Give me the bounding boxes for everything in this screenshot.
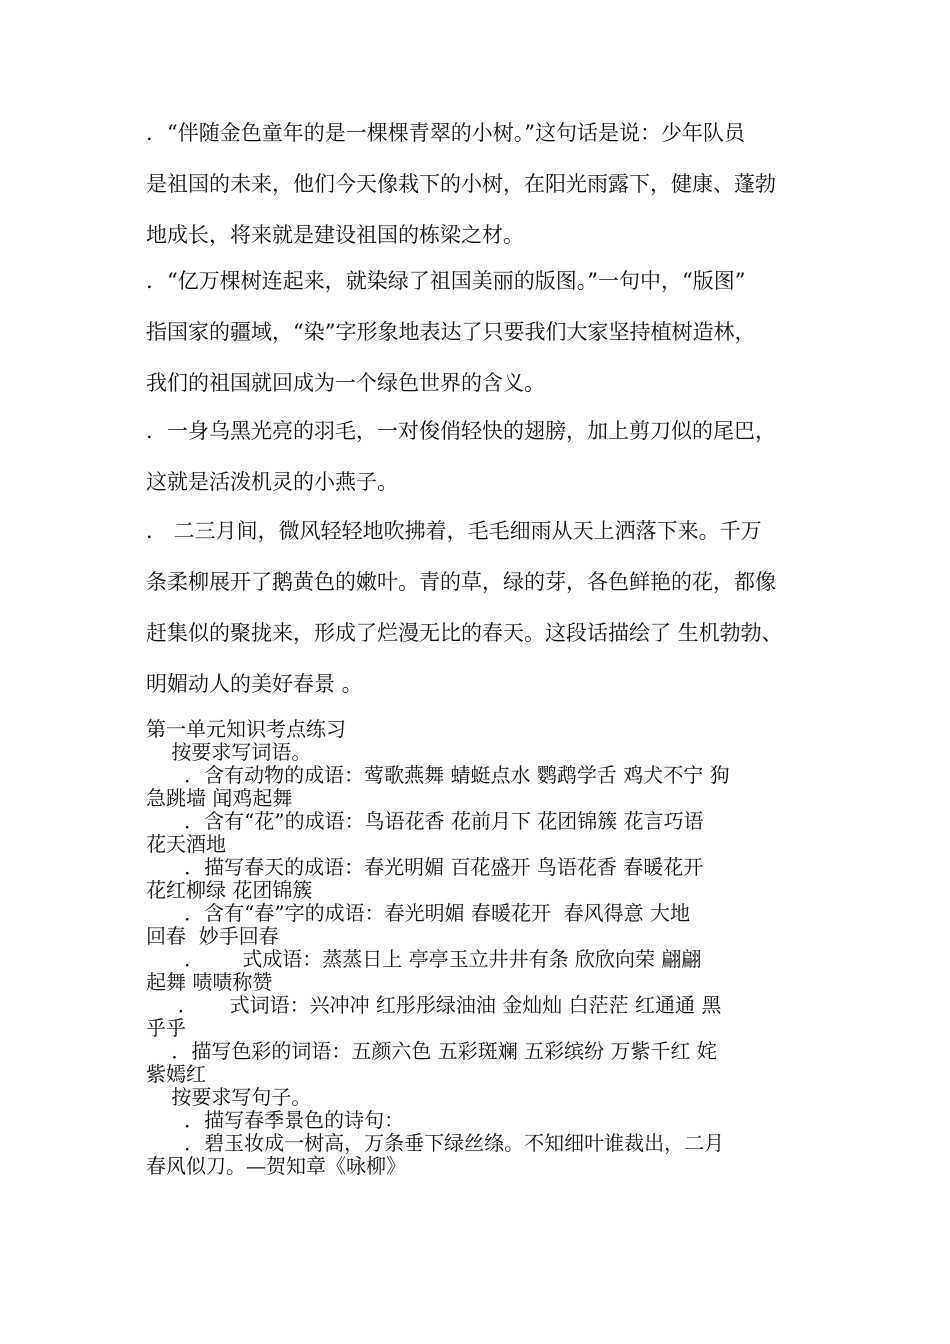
exercise-line: 急跳墙 闻鸡起舞 (146, 786, 293, 810)
paragraph-line: 条柔柳展开了鹅黄色的嫩叶。青的草，绿的芽，各色鲜艳的花，都像 (146, 570, 776, 594)
paragraph-line: ．一身乌黑光亮的羽毛，一对俊俏轻快的翅膀，加上剪刀似的尾巴， (146, 419, 776, 443)
exercise-line: 起舞 啧啧称赞 (146, 970, 273, 994)
paragraph-line: ．“伴随金色童年的是一棵棵青翠的小树。”这句话是说：少年队员 (146, 121, 745, 145)
paragraph-line: 我们的祖国就回成为一个绿色世界的含义。 (146, 371, 545, 395)
exercise-line: 按要求写句子。 (146, 1085, 312, 1109)
exercise-line: 花天酒地 (146, 832, 226, 856)
paragraph-3 (146, 406, 808, 508)
paragraph-line: 明媚动人的美好春景 。 (146, 672, 363, 696)
paragraph-1 (146, 108, 808, 261)
paragraph-4 (146, 506, 808, 710)
paragraph-line: 指国家的疆域，“染”字形象地表达了只要我们大家坚持植树造林， (146, 320, 756, 344)
exercise-line: 乎乎 (146, 1016, 186, 1040)
exercise-line: 回春 妙手回春 (146, 924, 279, 948)
paragraph-line: 是祖国的未来，他们今天像栽下的小树，在阳光雨露下，健康、蓬勃 (146, 172, 776, 196)
exercise-line: ． 式词语：兴冲冲 红彤彤绿油油 金灿灿 白茫茫 红通通 黑 (146, 993, 722, 1017)
exercise-line: 花红柳绿 花团锦簇 (146, 878, 313, 902)
section-heading: 第一单元知识考点练习 (146, 717, 346, 741)
paragraph-2 (146, 256, 808, 409)
exercise-line: 春风似刀。—贺知章《咏柳》 (146, 1154, 406, 1178)
exercise-line: ．碧玉妆成一树高，万条垂下绿丝绦。不知细叶谁裁出，二月 (146, 1131, 725, 1155)
paragraph-line: ．“亿万棵树连起来，就染绿了祖国美丽的版图。”一句中，“版图” (146, 269, 746, 293)
paragraph-line: 地成长，将来就是建设祖国的栋梁之材。 (146, 223, 524, 247)
exercise-line: ． 式成语：蒸蒸日上 亭亭玉立井井有条 欣欣向荣 翩翩 (146, 947, 702, 971)
exercise-line: ．描写色彩的词语：五颜六色 五彩斑斓 五彩缤纷 万紫千红 姹 (146, 1039, 717, 1063)
exercise-line: ．含有“花”的成语：鸟语花香 花前月下 花团锦簇 花言巧语 (146, 809, 704, 833)
paragraph-line: ． 二三月间，微风轻轻地吹拂着，毛毛细雨从天上洒落下来。千万 (146, 519, 762, 543)
exercise-line: ．含有“春”字的成语：春光明媚 春暖花开 春风得意 大地 (146, 901, 691, 925)
exercise-line: ．含有动物的成语：莺歌燕舞 蜻蜓点水 鹦鹉学舌 鸡犬不宁 狗 (146, 763, 730, 787)
exercise-line: ．描写春季景色的诗句： (146, 1108, 405, 1132)
paragraph-line: 这就是活泼机灵的小燕子。 (146, 470, 398, 494)
exercise-section (146, 718, 808, 1178)
exercise-line: 紫嫣红 (146, 1062, 206, 1086)
exercise-line: 按要求写词语。 (146, 740, 312, 764)
paragraph-line: 赶集似的聚拢来，形成了烂漫无比的春天。这段话描绘了 生机勃勃、 (146, 621, 783, 645)
exercise-line: ．描写春天的成语：春光明媚 百花盛开 鸟语花香 春暖花开 (146, 855, 704, 879)
